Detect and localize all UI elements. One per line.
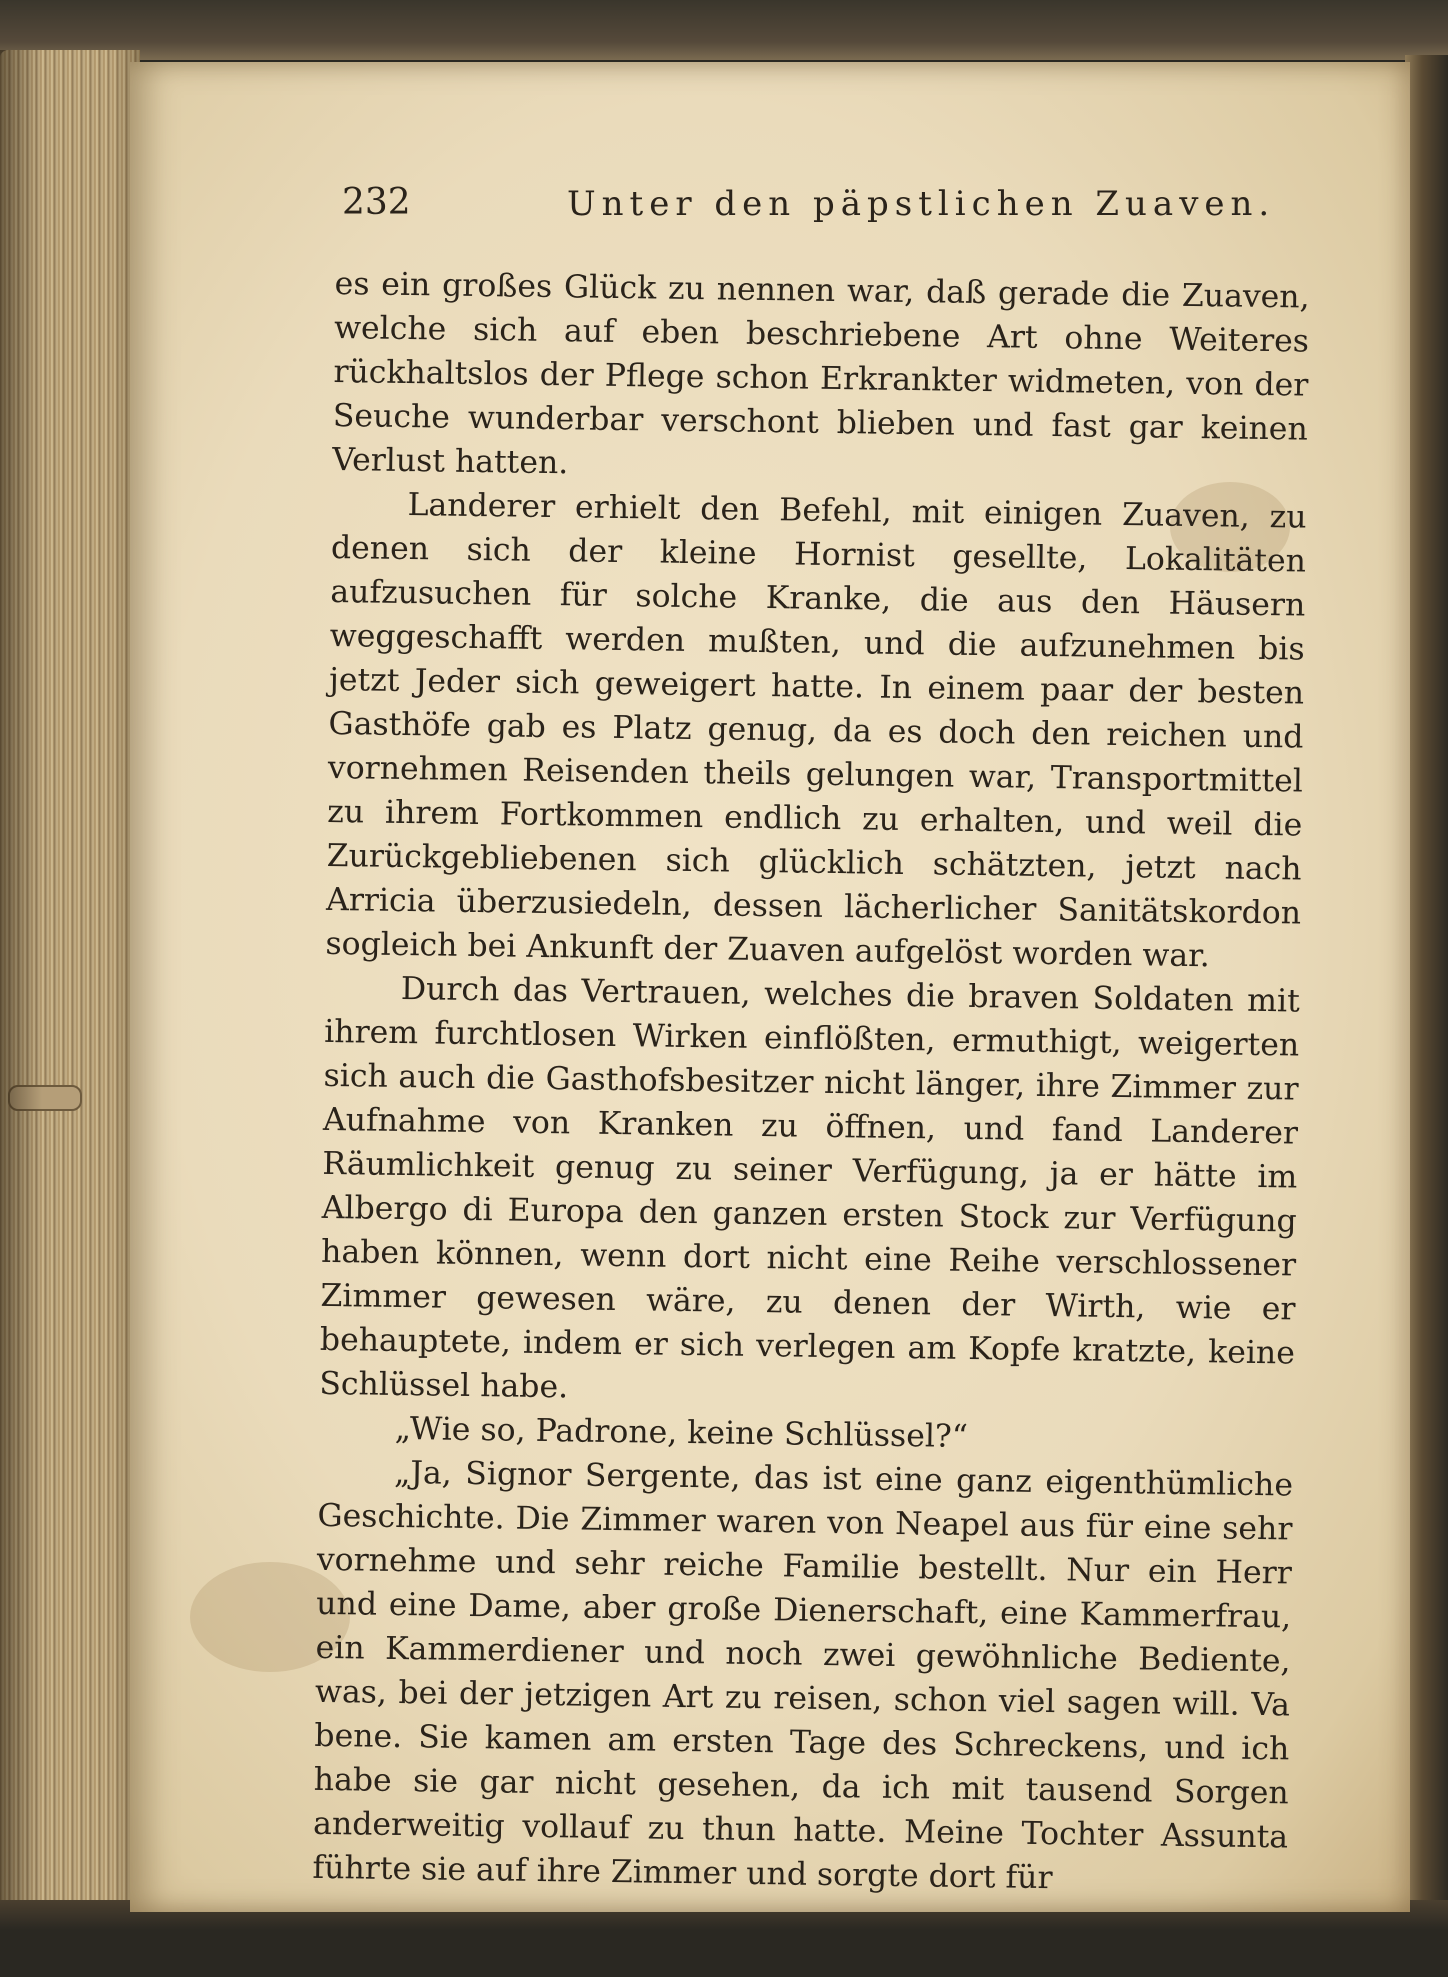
book-top-edge [0,0,1448,60]
page-number: 232 [342,182,411,223]
paragraph: es ein großes Glück zu nennen war, daß gerade die Zuaven, welche sich auf eben beschriebene Art ohne Weiteres rückhaltslos der Pflege schon Erkrankter widmeten, von der Seuche wunderbar verschont blieben und fast gar keinen Verlust hatten. [331,265,1310,482]
bookmark-clip [8,1085,82,1111]
book-right-edge [1405,55,1448,1925]
page-header [342,182,1276,232]
paragraph: „Wie so, Padrone, keine Schlüssel?“ [394,1410,969,1455]
paragraph: „Ja, Signor Sergente, das ist eine ganz eigenthümliche Geschichte. Die Zimmer waren von Neapel aus für eine sehr vornehme und sehr reiche Familie bestellt. Nur ein Herr und eine Dame, aber große Dienerschaft, eine Kammerfrau, ein Kammerdiener und noch zwei gewöhnliche Bediente, was, bei der jetzigen Art zu reisen, schon viel sagen will. Va bene. Sie kamen am ersten Tage des Schreckens, und ich habe sie gar nicht gesehen, da ich mit tausend Sorgen anderweitig vollauf zu thun hatte. Meine Tochter Assunta führte sie auf ihre Zimmer und sorgte dort für [312,1454,1294,1897]
running-head: Unter den päpstlichen Zuaven. [567,184,1276,224]
paragraph: Landerer erhielt den Befehl, mit einigen Zuaven, zu denen sich der kleine Hornist gesellte, Lokalitäten aufzusuchen für solche Kranke, die aus den Häusern weggeschafft werden mußten, und die aufzunehmen bis jetzt Jeder sich geweigert hatte. In einem paar der besten Gasthöfe gab es Platz genug, da es doch den reichen und vornehmen Reisenden theils gelungen war, Transportmittel zu ihrem Fortkommen endlich zu erhalten, und weil die Zurückgebliebenen sich glücklich schätzten, jetzt nach Arricia überzusiedeln, dessen lächerlicher Sanitätskordon sogleich bei Ankunft der Zuaven aufgelöst worden war. [325,487,1307,975]
page-stack-edge [0,50,140,1910]
body-text [312,262,1310,1903]
paragraph: Durch das Vertrauen, welches die braven Soldaten mit ihrem furchtlosen Wirken einflößten, ermuthigt, weigerten sich auch die Gasthofsbesitzer nicht länger, ihre Zimmer zur Aufnahme von Kranken zu öffnen, und fand Landerer Räumlichkeit genug zu seiner Verfügung, ja er hätte im Albergo di Europa den ganzen ersten Stock zur Verfügung haben können, wenn dort nicht eine Reihe verschlossener Zimmer gewesen wäre, zu denen der Wirth, wie er behauptete, indem er sich verlegen am Kopfe kratzte, keine Schlüssel habe. [319,970,1301,1406]
